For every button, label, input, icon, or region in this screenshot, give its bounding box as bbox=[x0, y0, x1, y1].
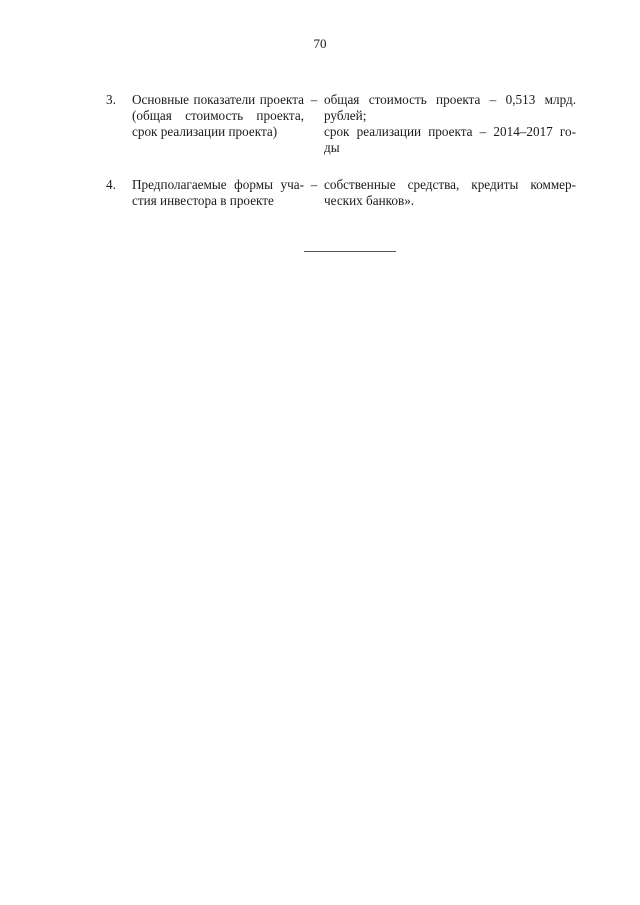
table-row bbox=[106, 177, 596, 209]
row-label-line: Предполагаемые формы уча- bbox=[132, 177, 304, 192]
row-label-line: Основные показатели проекта bbox=[132, 92, 304, 107]
row-value-line: рублей; bbox=[324, 108, 367, 123]
row-value-line: срок реализации проекта – 2014–2017 го- bbox=[324, 124, 576, 139]
end-separator-line bbox=[304, 251, 396, 252]
row-label bbox=[132, 92, 304, 140]
row-label-line: (общая стоимость проекта, bbox=[132, 108, 304, 123]
row-value-line: общая стоимость проекта – 0,513 млрд. bbox=[324, 92, 576, 107]
row-value-line: собственные средства, кредиты коммер- bbox=[324, 177, 576, 192]
row-value-line: ды bbox=[324, 140, 340, 155]
row-label-line: стия инвестора в проекте bbox=[132, 193, 274, 208]
page-number: 70 bbox=[313, 36, 327, 51]
row-dash: – bbox=[310, 177, 318, 192]
row-value bbox=[324, 92, 576, 156]
row-dash: – bbox=[310, 92, 318, 107]
row-number: 4. bbox=[106, 177, 116, 192]
row-value-line: ческих банков». bbox=[324, 193, 415, 208]
table-row bbox=[106, 92, 596, 156]
row-number: 3. bbox=[106, 92, 116, 107]
project-table bbox=[106, 92, 596, 209]
row-label bbox=[132, 177, 304, 209]
row-label-line: срок реализации проекта) bbox=[132, 124, 278, 139]
row-value bbox=[324, 177, 576, 209]
